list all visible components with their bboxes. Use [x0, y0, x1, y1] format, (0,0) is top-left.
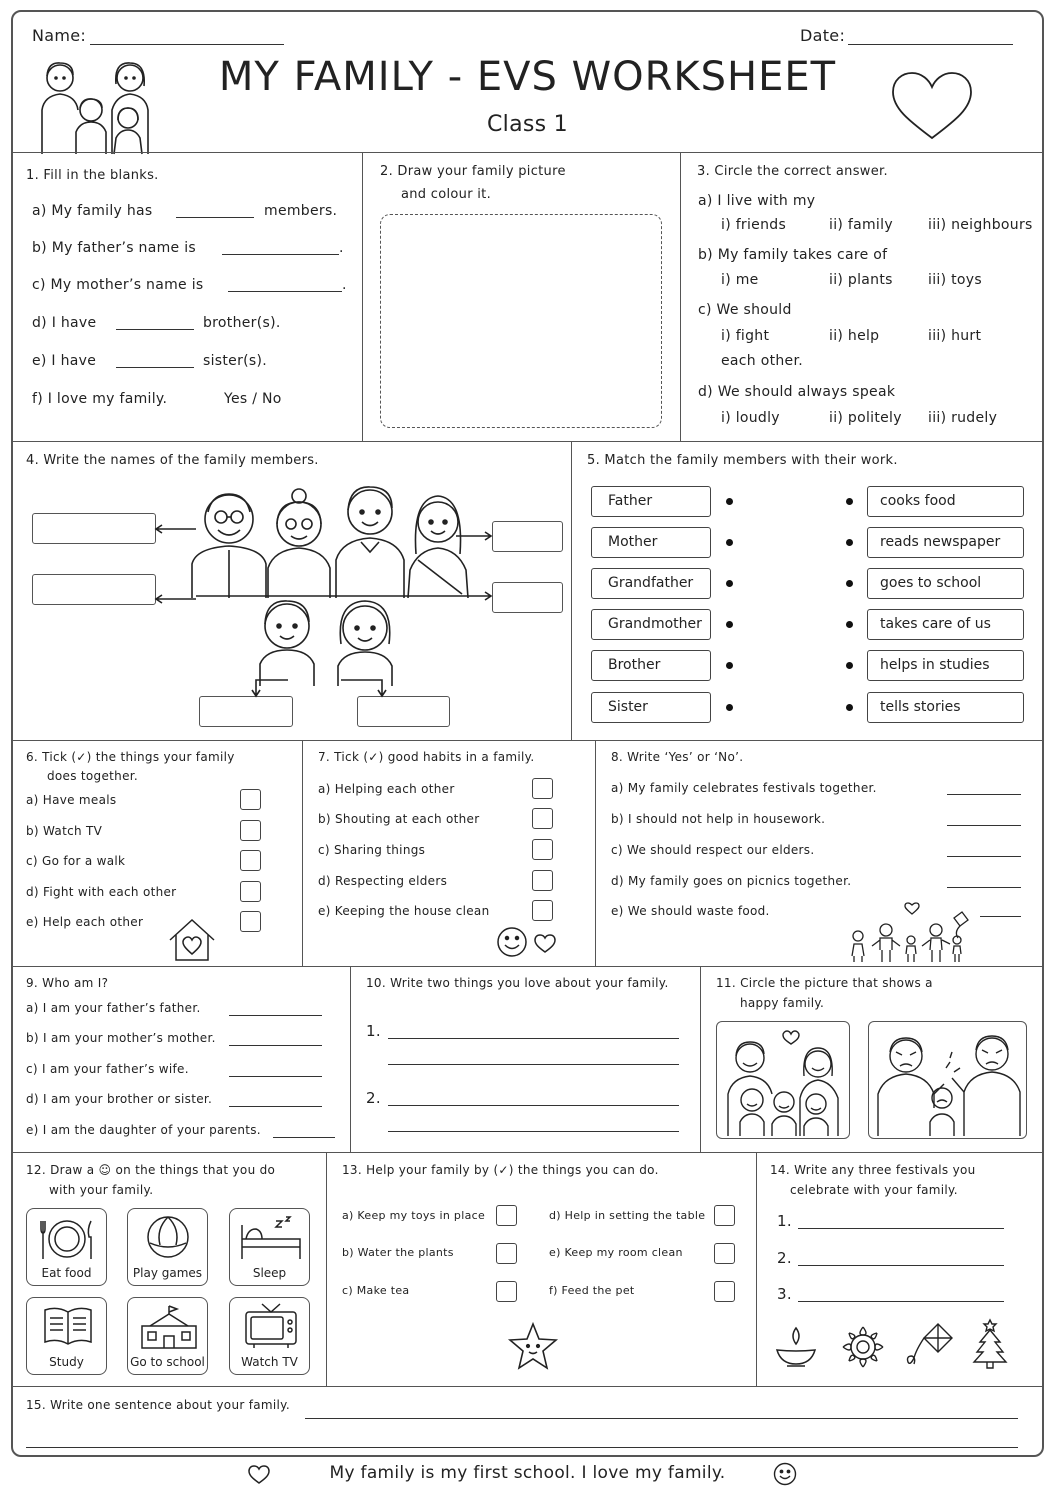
smiley-icon	[773, 1462, 797, 1486]
q1-item-f: f) I love my family.	[32, 391, 168, 407]
q1-item-a: a) My family has	[32, 203, 153, 219]
q7-item-a: a) Helping each other	[318, 782, 455, 796]
q14-answer-line-1[interactable]	[798, 1228, 1004, 1229]
q8-answer-line-e[interactable]	[980, 916, 1021, 917]
q4-answer-box-mother[interactable]	[492, 521, 563, 552]
q13-item-c: c) Make tea	[342, 1284, 410, 1297]
q9-item-e: e) I am the daughter of your parents.	[26, 1123, 261, 1137]
q3-d-question: d) We should always speak	[698, 384, 896, 400]
q5-left-mother: Mother	[591, 527, 711, 558]
q5-right-dot[interactable]	[846, 580, 853, 587]
q1-item-d-end: brother(s).	[203, 315, 281, 331]
q8-item-c: c) We should respect our elders.	[611, 843, 815, 857]
q10-answer-line-1a[interactable]	[388, 1038, 679, 1039]
q2-title-line2: and colour it.	[401, 187, 492, 202]
q6-item-e: e) Help each other	[26, 915, 144, 929]
q7-item-d: d) Respecting elders	[318, 874, 448, 888]
q5-right-cooks-food: cooks food	[867, 486, 1024, 517]
q3-a-option1[interactable]: i) friends	[721, 217, 787, 233]
q12-card-label: Go to school	[130, 1355, 205, 1369]
q1-blank-d[interactable]	[116, 329, 194, 330]
family-walk-icon	[844, 902, 974, 964]
q6-title-line1: 6. Tick (✓) the things your family	[26, 750, 235, 764]
q8-item-e: e) We should waste food.	[611, 904, 770, 918]
q7-checkbox-e[interactable]	[532, 900, 553, 921]
q14-answer-line-3[interactable]	[798, 1301, 1004, 1302]
q3-c-option3[interactable]: iii) hurt	[928, 328, 982, 344]
q1-item-b-end: .	[339, 240, 344, 256]
q2-title-line1: 2. Draw your family picture	[380, 164, 566, 179]
school-icon	[140, 1304, 198, 1350]
q5-left-dot[interactable]	[726, 498, 733, 505]
q14-title-line1: 14. Write any three festivals you	[770, 1163, 976, 1177]
q1-title: 1. Fill in the blanks.	[26, 168, 159, 183]
name-line[interactable]	[90, 44, 284, 45]
bed-icon	[240, 1215, 302, 1261]
q9-answer-line-a[interactable]	[229, 1015, 322, 1016]
q13-item-a: a) Keep my toys in place	[342, 1209, 486, 1222]
q7-item-c: c) Sharing things	[318, 843, 426, 857]
q5-right-takes-care: takes care of us	[867, 609, 1024, 640]
q13-item-b: b) Water the plants	[342, 1246, 454, 1259]
q5-right-dot[interactable]	[846, 621, 853, 628]
name-label: Name:	[32, 26, 87, 45]
q5-right-helps-studies: helps in studies	[867, 650, 1024, 681]
q3-a-option2[interactable]: ii) family	[829, 217, 893, 233]
q3-b-option3[interactable]: iii) toys	[928, 272, 982, 288]
q3-c-question: c) We should	[698, 302, 792, 318]
q9-title: 9. Who am I?	[26, 976, 109, 990]
q5-right-dot[interactable]	[846, 662, 853, 669]
q3-c-option1[interactable]: i) fight	[721, 328, 770, 344]
q8-item-d: d) My family goes on picnics together.	[611, 874, 852, 888]
q12-card-sleep[interactable]	[229, 1208, 310, 1286]
diya-icon	[775, 1326, 817, 1368]
q10-answer-line-2a[interactable]	[388, 1105, 679, 1106]
kite-icon	[904, 1322, 954, 1368]
star-icon	[508, 1322, 558, 1370]
q9-item-d: d) I am your brother or sister.	[26, 1092, 213, 1106]
q1-yes-no[interactable]: Yes / No	[224, 391, 282, 407]
q12-title-line1: 12. Draw a ☺ on the things that you do	[26, 1163, 276, 1177]
q12-card-label: Eat food	[41, 1266, 92, 1280]
q12-title-line2: with your family.	[49, 1183, 154, 1197]
family-icon	[36, 58, 156, 154]
q6-title-line2: does together.	[47, 769, 138, 783]
q5-right-tells-stories: tells stories	[867, 692, 1024, 723]
q7-item-e: e) Keeping the house clean	[318, 904, 490, 918]
q8-item-a: a) My family celebrates festivals together.	[611, 781, 877, 795]
q7-checkbox-c[interactable]	[532, 839, 553, 860]
q3-a-question: a) I live with my	[698, 193, 816, 209]
q12-card-label: Sleep	[252, 1266, 287, 1280]
q13-checkbox-c[interactable]	[496, 1281, 517, 1302]
q8-answer-line-d[interactable]	[947, 887, 1021, 888]
q14-number-2: 2.	[777, 1249, 792, 1267]
q13-item-f: f) Feed the pet	[549, 1284, 635, 1297]
q3-d-option1[interactable]: i) loudly	[721, 410, 780, 426]
q5-left-grandfather: Grandfather	[591, 568, 711, 599]
heart-icon	[534, 934, 556, 954]
q3-a-option3[interactable]: iii) neighbours	[928, 217, 1033, 233]
q4-answer-box-brother[interactable]	[199, 696, 293, 727]
q5-right-dot[interactable]	[846, 539, 853, 546]
q13-checkbox-e[interactable]	[714, 1243, 735, 1264]
q4-title: 4. Write the names of the family members.	[26, 453, 319, 468]
angry-family-icon	[872, 1028, 1024, 1136]
q15-answer-line-1[interactable]	[305, 1418, 1018, 1419]
q5-left-brother: Brother	[591, 650, 711, 681]
q6-item-c: c) Go for a walk	[26, 854, 126, 868]
q1-item-e: e) I have	[32, 353, 97, 369]
q10-title: 10. Write two things you love about your family.	[366, 976, 669, 990]
q12-card-label: Study	[49, 1355, 84, 1369]
q9-item-c: c) I am your father’s wife.	[26, 1062, 189, 1076]
q7-checkbox-a[interactable]	[532, 778, 553, 799]
q3-b-option1[interactable]: i) me	[721, 272, 759, 288]
q1-blank-e[interactable]	[116, 367, 194, 368]
page-title: MY FAMILY - EVS WORKSHEET	[218, 54, 837, 100]
q1-blank-b[interactable]	[222, 254, 339, 255]
q10-answer-line-1b[interactable]	[388, 1064, 679, 1065]
flower-icon	[840, 1325, 886, 1369]
q8-answer-line-b[interactable]	[947, 825, 1021, 826]
q10-number-1: 1.	[366, 1022, 381, 1040]
q1-blank-a[interactable]	[176, 217, 254, 218]
q3-d-option2[interactable]: ii) politely	[829, 410, 902, 426]
q3-c-extra: each other.	[721, 353, 803, 369]
q5-left-dot[interactable]	[726, 539, 733, 546]
q5-right-reads-newspaper: reads newspaper	[867, 527, 1024, 558]
book-icon	[43, 1306, 93, 1346]
q9-answer-line-e[interactable]	[273, 1137, 335, 1138]
q5-right-dot[interactable]	[846, 704, 853, 711]
q1-item-b: b) My father’s name is	[32, 240, 196, 256]
smiley-icon	[496, 926, 528, 958]
q6-checkbox-c[interactable]	[240, 850, 261, 871]
q13-title: 13. Help your family by (✓) the things you can do.	[342, 1163, 659, 1177]
q13-item-d: d) Help in setting the table	[549, 1209, 706, 1222]
q9-answer-line-b[interactable]	[229, 1045, 322, 1046]
house-icon	[168, 918, 216, 962]
q5-left-grandmother: Grandmother	[591, 609, 711, 640]
q9-item-a: a) I am your father’s father.	[26, 1001, 201, 1015]
q3-c-option2[interactable]: ii) help	[829, 328, 880, 344]
q6-item-b: b) Watch TV	[26, 824, 103, 838]
q5-left-dot[interactable]	[726, 621, 733, 628]
q7-checkbox-b[interactable]	[532, 808, 553, 829]
ball-icon	[146, 1215, 190, 1259]
q14-number-1: 1.	[777, 1212, 792, 1230]
q5-left-father: Father	[591, 486, 711, 517]
q6-item-a: a) Have meals	[26, 793, 117, 807]
q15-title: 15. Write one sentence about your family.	[26, 1398, 290, 1412]
q5-left-dot[interactable]	[726, 662, 733, 669]
tv-icon	[244, 1302, 298, 1348]
q5-left-sister: Sister	[591, 692, 711, 723]
q8-title: 8. Write ‘Yes’ or ‘No’.	[611, 750, 744, 764]
q12-card-play-games[interactable]	[127, 1208, 208, 1286]
q11-title-line1: 11. Circle the picture that shows a	[716, 976, 933, 990]
q10-answer-line-2b[interactable]	[388, 1131, 679, 1132]
q12-card-label: Play games	[132, 1266, 203, 1280]
q10-number-2: 2.	[366, 1089, 381, 1107]
q1-item-e-end: sister(s).	[203, 353, 268, 369]
q13-checkbox-f[interactable]	[714, 1281, 735, 1302]
q7-item-b: b) Shouting at each other	[318, 812, 480, 826]
q1-blank-c[interactable]	[228, 291, 342, 292]
q3-b-question: b) My family takes care of	[698, 247, 888, 263]
christmas-tree-icon	[972, 1318, 1008, 1370]
q6-checkbox-d[interactable]	[240, 881, 261, 902]
date-label: Date:	[800, 26, 846, 45]
q8-answer-line-c[interactable]	[947, 856, 1021, 857]
q3-b-option2[interactable]: ii) plants	[829, 272, 893, 288]
q1-item-d: d) I have	[32, 315, 97, 331]
q13-item-e: e) Keep my room clean	[549, 1246, 683, 1259]
q13-checkbox-a[interactable]	[496, 1205, 517, 1226]
q5-left-dot[interactable]	[726, 580, 733, 587]
q13-checkbox-b[interactable]	[496, 1243, 517, 1264]
q12-card-go-to-school[interactable]	[127, 1297, 208, 1375]
q12-card-study[interactable]	[26, 1297, 107, 1375]
q8-item-b: b) I should not help in housework.	[611, 812, 826, 826]
q5-left-dot[interactable]	[726, 704, 733, 711]
q5-title: 5. Match the family members with their work.	[587, 453, 898, 468]
q12-card-eat-food[interactable]	[26, 1208, 107, 1286]
q12-card-watch-tv[interactable]	[229, 1297, 310, 1375]
q5-right-goes-to-school: goes to school	[867, 568, 1024, 599]
q9-item-b: b) I am your mother’s mother.	[26, 1031, 216, 1045]
q8-answer-line-a[interactable]	[947, 794, 1021, 795]
family-members-illustration	[156, 484, 496, 696]
q1-item-c: c) My mother’s name is	[32, 277, 204, 293]
q12-card-label: Watch TV	[241, 1355, 298, 1369]
q1-item-c-end: .	[342, 277, 347, 293]
q5-right-dot[interactable]	[846, 498, 853, 505]
happy-family-icon	[722, 1028, 846, 1136]
q9-answer-line-d[interactable]	[229, 1106, 322, 1107]
plate-icon	[39, 1215, 95, 1263]
date-line[interactable]	[848, 44, 1013, 45]
q11-title-line2: happy family.	[740, 996, 825, 1010]
q4-answer-box-sister[interactable]	[357, 696, 450, 727]
drawing-area[interactable]	[380, 214, 662, 428]
q3-d-option3[interactable]: iii) rudely	[928, 410, 998, 426]
q6-checkbox-a[interactable]	[240, 789, 261, 810]
q3-title: 3. Circle the correct answer.	[697, 164, 888, 179]
q15-answer-line-2[interactable]	[26, 1447, 1018, 1448]
page-subtitle: Class 1	[487, 112, 568, 137]
q7-title: 7. Tick (✓) good habits in a family.	[318, 750, 535, 764]
q4-answer-box-grandfather[interactable]	[32, 513, 156, 544]
heart-icon	[890, 70, 974, 142]
footer-text: My family is my first school. I love my family.	[329, 1463, 726, 1483]
q13-checkbox-d[interactable]	[714, 1205, 735, 1226]
q14-title-line2: celebrate with your family.	[790, 1183, 958, 1197]
q6-checkbox-b[interactable]	[240, 820, 261, 841]
q14-answer-line-2[interactable]	[798, 1265, 1004, 1266]
q4-answer-box-father[interactable]	[492, 582, 563, 613]
q14-number-3: 3.	[777, 1285, 792, 1303]
q6-checkbox-e[interactable]	[240, 911, 261, 932]
q6-item-d: d) Fight with each other	[26, 885, 177, 899]
q1-item-a-end: members.	[264, 203, 338, 219]
q4-answer-box-grandmother[interactable]	[32, 574, 156, 605]
q7-checkbox-d[interactable]	[532, 870, 553, 891]
q9-answer-line-c[interactable]	[229, 1076, 322, 1077]
